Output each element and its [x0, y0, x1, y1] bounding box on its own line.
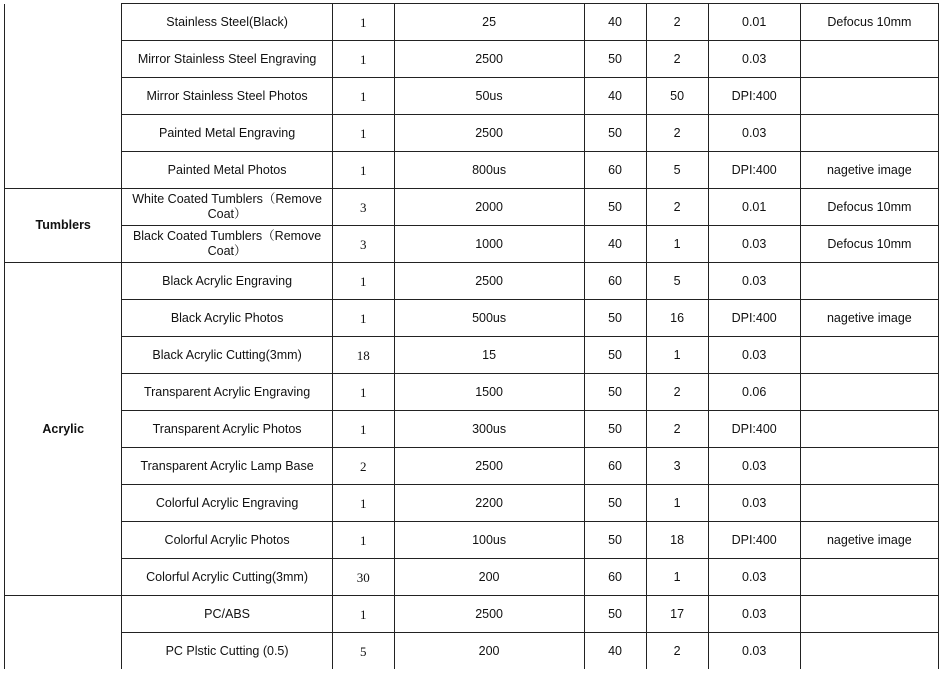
passes-cell: 1	[332, 411, 394, 448]
material-name-cell: Painted Metal Photos	[122, 152, 332, 189]
power-cell: 50	[584, 596, 646, 633]
table-row	[5, 411, 939, 448]
interval-cell: 0.03	[708, 41, 800, 78]
material-name-cell: Colorful Acrylic Engraving	[122, 485, 332, 522]
frequency-cell: 2	[646, 374, 708, 411]
frequency-cell: 1	[646, 337, 708, 374]
interval-cell: DPI:400	[708, 522, 800, 559]
power-cell: 40	[584, 633, 646, 670]
material-name-cell: Black Acrylic Engraving	[122, 263, 332, 300]
table-row	[5, 374, 939, 411]
passes-cell: 1	[332, 596, 394, 633]
frequency-cell: 1	[646, 226, 708, 263]
note-cell	[800, 411, 938, 448]
table-row	[5, 337, 939, 374]
table-row	[5, 78, 939, 115]
power-cell: 50	[584, 485, 646, 522]
category-cell: Acrylic	[5, 263, 122, 596]
passes-cell: 18	[332, 337, 394, 374]
passes-cell: 1	[332, 374, 394, 411]
speed-cell: 200	[394, 633, 584, 670]
table-row	[5, 189, 939, 226]
material-name-cell: Colorful Acrylic Photos	[122, 522, 332, 559]
frequency-cell: 2	[646, 41, 708, 78]
speed-cell: 2000	[394, 189, 584, 226]
material-name-cell: Transparent Acrylic Engraving	[122, 374, 332, 411]
speed-cell: 2200	[394, 485, 584, 522]
note-cell	[800, 485, 938, 522]
speed-cell: 25	[394, 4, 584, 41]
category-cell: Tumblers	[5, 189, 122, 263]
speed-cell: 2500	[394, 115, 584, 152]
power-cell: 50	[584, 374, 646, 411]
power-cell: 60	[584, 448, 646, 485]
power-cell: 40	[584, 78, 646, 115]
passes-cell: 5	[332, 633, 394, 670]
note-cell	[800, 115, 938, 152]
speed-cell: 2500	[394, 448, 584, 485]
note-cell	[800, 337, 938, 374]
interval-cell: 0.03	[708, 633, 800, 670]
material-name-cell: Mirror Stainless Steel Photos	[122, 78, 332, 115]
note-cell	[800, 559, 938, 596]
speed-cell: 1000	[394, 226, 584, 263]
power-cell: 60	[584, 559, 646, 596]
interval-cell: 0.03	[708, 263, 800, 300]
power-cell: 60	[584, 263, 646, 300]
frequency-cell: 1	[646, 485, 708, 522]
note-cell	[800, 78, 938, 115]
frequency-cell: 5	[646, 152, 708, 189]
material-name-cell: Transparent Acrylic Photos	[122, 411, 332, 448]
material-name-cell: PC Plstic Cutting (0.5)	[122, 633, 332, 670]
note-cell: nagetive image	[800, 300, 938, 337]
speed-cell: 100us	[394, 522, 584, 559]
speed-cell: 800us	[394, 152, 584, 189]
frequency-cell: 50	[646, 78, 708, 115]
power-cell: 50	[584, 411, 646, 448]
table-row	[5, 522, 939, 559]
note-cell: Defocus 10mm	[800, 189, 938, 226]
table-row	[5, 448, 939, 485]
speed-cell: 50us	[394, 78, 584, 115]
power-cell: 50	[584, 41, 646, 78]
frequency-cell: 3	[646, 448, 708, 485]
table-row	[5, 152, 939, 189]
passes-cell: 1	[332, 263, 394, 300]
frequency-cell: 5	[646, 263, 708, 300]
note-cell: nagetive image	[800, 522, 938, 559]
interval-cell: 0.01	[708, 4, 800, 41]
speed-cell: 15	[394, 337, 584, 374]
table-row	[5, 300, 939, 337]
note-cell	[800, 263, 938, 300]
interval-cell: 0.03	[708, 448, 800, 485]
table-row	[5, 263, 939, 300]
passes-cell: 1	[332, 522, 394, 559]
frequency-cell: 2	[646, 411, 708, 448]
speed-cell: 2500	[394, 596, 584, 633]
frequency-cell: 2	[646, 4, 708, 41]
passes-cell: 30	[332, 559, 394, 596]
power-cell: 50	[584, 115, 646, 152]
laser-parameters-table	[4, 3, 939, 669]
power-cell: 40	[584, 226, 646, 263]
power-cell: 50	[584, 522, 646, 559]
speed-cell: 200	[394, 559, 584, 596]
note-cell	[800, 374, 938, 411]
interval-cell: DPI:400	[708, 152, 800, 189]
frequency-cell: 2	[646, 633, 708, 670]
note-cell	[800, 448, 938, 485]
speed-cell: 2500	[394, 41, 584, 78]
material-name-cell: Black Acrylic Photos	[122, 300, 332, 337]
material-name-cell: PC/ABS	[122, 596, 332, 633]
passes-cell: 3	[332, 189, 394, 226]
material-name-cell: Colorful Acrylic Cutting(3mm)	[122, 559, 332, 596]
note-cell	[800, 41, 938, 78]
interval-cell: 0.06	[708, 374, 800, 411]
note-cell: nagetive image	[800, 152, 938, 189]
frequency-cell: 18	[646, 522, 708, 559]
frequency-cell: 2	[646, 189, 708, 226]
power-cell: 50	[584, 189, 646, 226]
category-cell	[5, 4, 122, 189]
interval-cell: 0.03	[708, 485, 800, 522]
material-name-cell: Mirror Stainless Steel Engraving	[122, 41, 332, 78]
passes-cell: 1	[332, 300, 394, 337]
table-row	[5, 41, 939, 78]
speed-cell: 2500	[394, 263, 584, 300]
interval-cell: 0.03	[708, 337, 800, 374]
passes-cell: 1	[332, 78, 394, 115]
table-row	[5, 633, 939, 670]
note-cell: Defocus 10mm	[800, 4, 938, 41]
interval-cell: DPI:400	[708, 300, 800, 337]
table-row	[5, 596, 939, 633]
material-name-cell: Black Coated Tumblers（Remove Coat）	[122, 226, 332, 263]
material-name-cell: Transparent Acrylic Lamp Base	[122, 448, 332, 485]
interval-cell: 0.03	[708, 596, 800, 633]
speed-cell: 500us	[394, 300, 584, 337]
frequency-cell: 16	[646, 300, 708, 337]
interval-cell: DPI:400	[708, 411, 800, 448]
frequency-cell: 17	[646, 596, 708, 633]
interval-cell: DPI:400	[708, 78, 800, 115]
frequency-cell: 1	[646, 559, 708, 596]
passes-cell: 1	[332, 41, 394, 78]
note-cell	[800, 633, 938, 670]
speed-cell: 300us	[394, 411, 584, 448]
interval-cell: 0.03	[708, 226, 800, 263]
table-row	[5, 559, 939, 596]
material-name-cell: Black Acrylic Cutting(3mm)	[122, 337, 332, 374]
note-cell: Defocus 10mm	[800, 226, 938, 263]
power-cell: 50	[584, 337, 646, 374]
speed-cell: 1500	[394, 374, 584, 411]
material-name-cell: Painted Metal Engraving	[122, 115, 332, 152]
table-row	[5, 4, 939, 41]
table-body	[5, 4, 939, 670]
passes-cell: 1	[332, 115, 394, 152]
passes-cell: 1	[332, 4, 394, 41]
passes-cell: 2	[332, 448, 394, 485]
frequency-cell: 2	[646, 115, 708, 152]
interval-cell: 0.03	[708, 559, 800, 596]
table-row	[5, 226, 939, 263]
table-row	[5, 115, 939, 152]
power-cell: 40	[584, 4, 646, 41]
note-cell	[800, 596, 938, 633]
passes-cell: 1	[332, 152, 394, 189]
material-name-cell: White Coated Tumblers（Remove Coat）	[122, 189, 332, 226]
passes-cell: 3	[332, 226, 394, 263]
power-cell: 60	[584, 152, 646, 189]
material-name-cell: Stainless Steel(Black)	[122, 4, 332, 41]
passes-cell: 1	[332, 485, 394, 522]
interval-cell: 0.01	[708, 189, 800, 226]
table-row	[5, 485, 939, 522]
power-cell: 50	[584, 300, 646, 337]
interval-cell: 0.03	[708, 115, 800, 152]
category-cell	[5, 596, 122, 670]
